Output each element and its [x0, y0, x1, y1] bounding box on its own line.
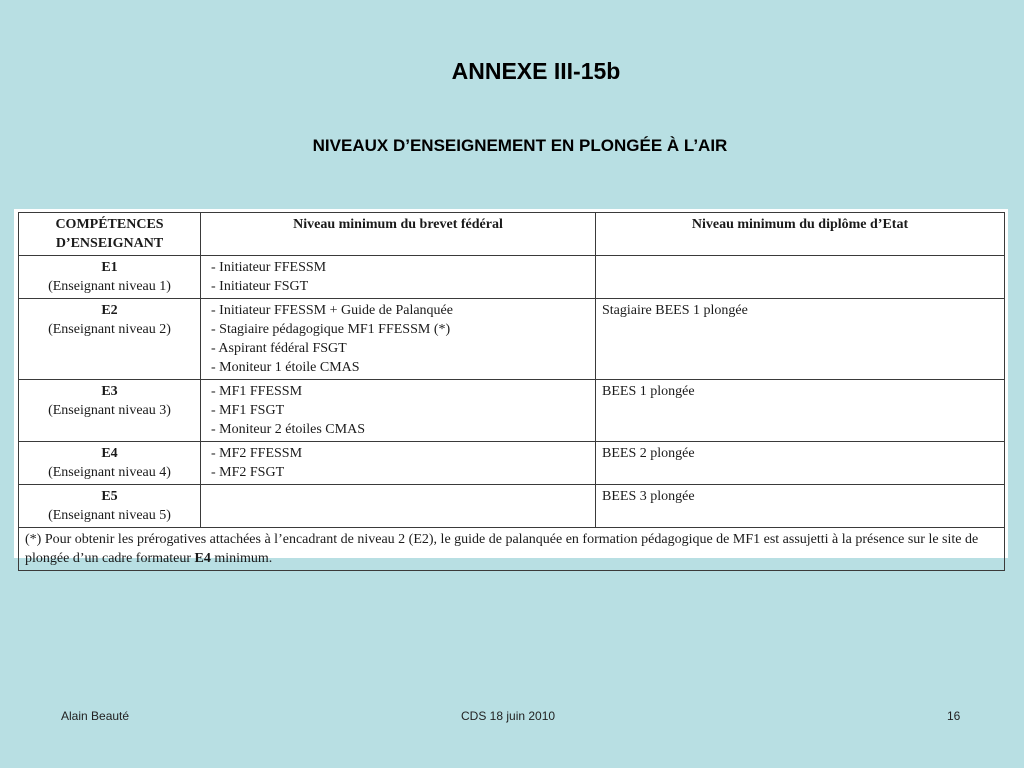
federal-line: - MF1 FSGT: [211, 403, 285, 418]
footer-event: CDS 18 juin 2010: [461, 709, 556, 723]
footnote-bold: E4: [194, 551, 211, 566]
etat-cell: [596, 256, 1005, 299]
header-etat: Niveau minimum du diplôme d’Etat: [596, 213, 1005, 256]
federal-line: - Initiateur FFESSM: [211, 260, 327, 275]
federal-cell: [201, 256, 596, 299]
competence-desc: (Enseignant niveau 3): [48, 403, 171, 418]
competence-desc: (Enseignant niveau 4): [48, 465, 171, 480]
federal-line: - Moniteur 1 étoile CMAS: [211, 360, 360, 375]
scanned-table-panel: [14, 209, 1008, 566]
federal-line: - MF2 FSGT: [211, 465, 285, 480]
table-row: [19, 442, 1005, 485]
federal-line: - MF1 FFESSM: [211, 384, 303, 399]
footnote-cell: [19, 528, 1005, 571]
federal-line: - Moniteur 2 étoiles CMAS: [211, 422, 365, 437]
competence-desc: (Enseignant niveau 2): [48, 322, 171, 337]
slide-title: ANNEXE III-15b: [451, 58, 621, 84]
federal-cell: [201, 442, 596, 485]
slide-subtitle: NIVEAUX D’ENSEIGNEMENT EN PLONGÉE À L’AIR: [312, 136, 728, 155]
table-row: [19, 299, 1005, 380]
competence-code: E1: [101, 260, 118, 275]
competence-cell: [19, 299, 201, 380]
competence-code: E2: [101, 303, 118, 318]
header-competences-line2: D’ENSEIGNANT: [55, 236, 164, 251]
federal-cell: [201, 299, 596, 380]
header-competences: [19, 213, 201, 256]
teaching-levels-table: [18, 212, 1005, 571]
competence-cell: [19, 256, 201, 299]
federal-line: - Aspirant fédéral FSGT: [211, 341, 347, 356]
competence-desc: (Enseignant niveau 5): [48, 508, 171, 523]
federal-line: - MF2 FFESSM: [211, 446, 303, 461]
footnote-text: (*) Pour obtenir les prérogatives attachées à l’encadrant de niveau 2 (E2), le guide de palanquée en formation pédagogique de MF1 est assujetti à la présence sur le site de plongée d’un cadre formateur: [25, 532, 979, 566]
competence-cell: [19, 442, 201, 485]
etat-cell: BEES 1 plongée: [596, 380, 1005, 442]
competence-cell: [19, 380, 201, 442]
table-row: [19, 256, 1005, 299]
footer-page-number: 16: [947, 709, 961, 723]
table-row: [19, 485, 1005, 528]
etat-cell: BEES 2 plongée: [596, 442, 1005, 485]
competence-code: E3: [101, 384, 118, 399]
etat-cell: Stagiaire BEES 1 plongée: [596, 299, 1005, 380]
table-row: [19, 380, 1005, 442]
federal-cell: [201, 380, 596, 442]
competence-desc: (Enseignant niveau 1): [48, 279, 171, 294]
footer-author: Alain Beauté: [61, 709, 130, 723]
federal-cell: [201, 485, 596, 528]
competence-cell: [19, 485, 201, 528]
header-competences-line1: COMPÉTENCES: [55, 217, 164, 232]
table-header-row: [19, 213, 1005, 256]
federal-line: - Initiateur FFESSM + Guide de Palanquée: [211, 303, 453, 318]
header-federal: Niveau minimum du brevet fédéral: [201, 213, 596, 256]
federal-line: - Initiateur FSGT: [211, 279, 309, 294]
competence-code: E4: [101, 446, 118, 461]
competence-code: E5: [101, 489, 118, 504]
footnote-row: [19, 528, 1005, 571]
etat-cell: BEES 3 plongée: [596, 485, 1005, 528]
federal-line: - Stagiaire pédagogique MF1 FFESSM (*): [211, 322, 451, 337]
footnote-end: minimum.: [210, 551, 273, 566]
